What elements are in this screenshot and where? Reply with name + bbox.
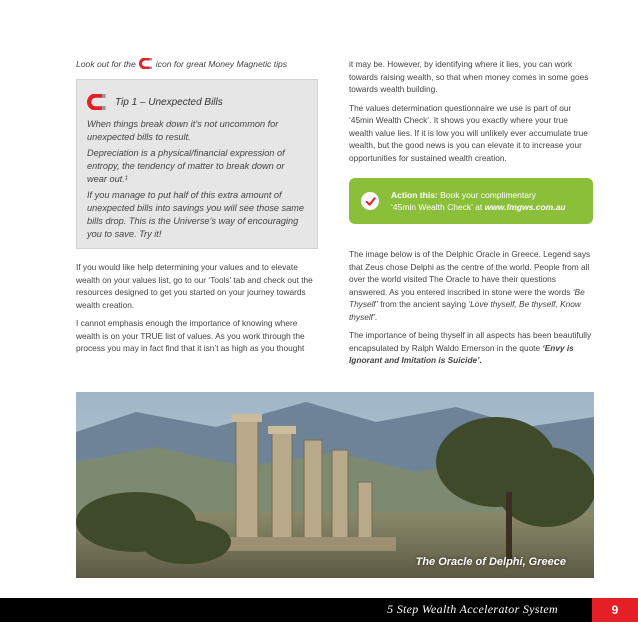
right-paragraph-4 [349,329,593,367]
right-paragraph-3 [349,248,593,323]
left-column [76,58,318,355]
emerson-quote: ‘Envy is Ignorant and Imitation is Suicide’. [349,342,574,365]
tip-paragraph-2: Depreciation is a physical/financial expression of entropy, the tendency of matter to break down or wear out.¹ [87,148,285,184]
magnet-tip-legend [76,58,318,69]
delphi-text-a: The image below is of the Delphic Oracle in Greece. Legend says that Zeus chose Delphi as the centre of the world. People from all over the world visited The Oracle to have their questions answered. As you entered inscribed in stone were the words [349,249,591,297]
checkmark-icon [361,192,379,210]
tip-box [76,79,318,249]
magnet-icon [87,94,107,110]
tip-title-text: Tip 1 – Unexpected Bills [115,96,223,108]
legend-text-after: icon for great Money Magnetic tips [155,58,288,69]
emerson-text: The importance of being thyself in all aspects has been beautifully encapsulated by Ralph Waldo Emerson in the quote [349,330,592,353]
delphi-quote-1: ‘Be Thyself’ [349,286,585,309]
legend-text-before: Look out for the [76,58,136,69]
left-paragraph-2: I cannot emphasis enough the importance of knowing where wealth is on your TRUE list of values. As you work through the process you may in fact find that it isn’t as high as you thought [76,318,305,353]
footer-title: 5 Step Wealth Accelerator System [387,602,558,616]
action-callout [349,178,593,224]
tip-paragraph-3: If you manage to put half of this extra amount of unexpected bills into savings you will see those same bills drop. This is the Universe’s way of encouraging you to save. Try it! [87,190,305,239]
page-footer [0,598,638,622]
action-line-2: ‘45min Wealth Check’ at [391,202,483,212]
delphi-text-b: from the ancient saying [380,299,466,309]
website-link[interactable]: www.fmgws.com.au [484,202,566,212]
delphi-quote-2: ‘Love thyself, Be thyself, Know thyself’. [349,299,581,322]
delphi-photo [76,392,594,578]
action-text [391,189,565,213]
action-line-1: Book your complimentary [440,190,537,200]
right-paragraph-1: it may be. However, by identifying where it lies, you can work towards raising wealth, so that when money comes in some goes towards wealth building. [349,59,589,94]
action-label: Action this: [391,190,438,200]
tip-paragraph-1: When things break down it’s not uncommon for unexpected bills to result. [87,119,279,142]
right-paragraph-2: The values determination questionnaire we use is part of our ‘45min Wealth Check’. It shows you exactly where your true wealth value lies. If it is low you will unlikely ever accumulate true wealth, but the good news is you can elevate it to increase your opportunities for sustained wealth creation. [349,102,588,163]
magnet-icon [139,58,153,69]
right-column [349,58,593,367]
tip-title [87,94,305,110]
left-paragraph-1: If you would like help determining your values and to elevate wealth on your values list, go to our ‘Tools’ tab and check out the resources designed to get you started on your journey towards wealth creation. [76,262,313,310]
photo-caption: The Oracle of Delphi, Greece [415,556,566,568]
page-number: 9 [592,598,638,622]
